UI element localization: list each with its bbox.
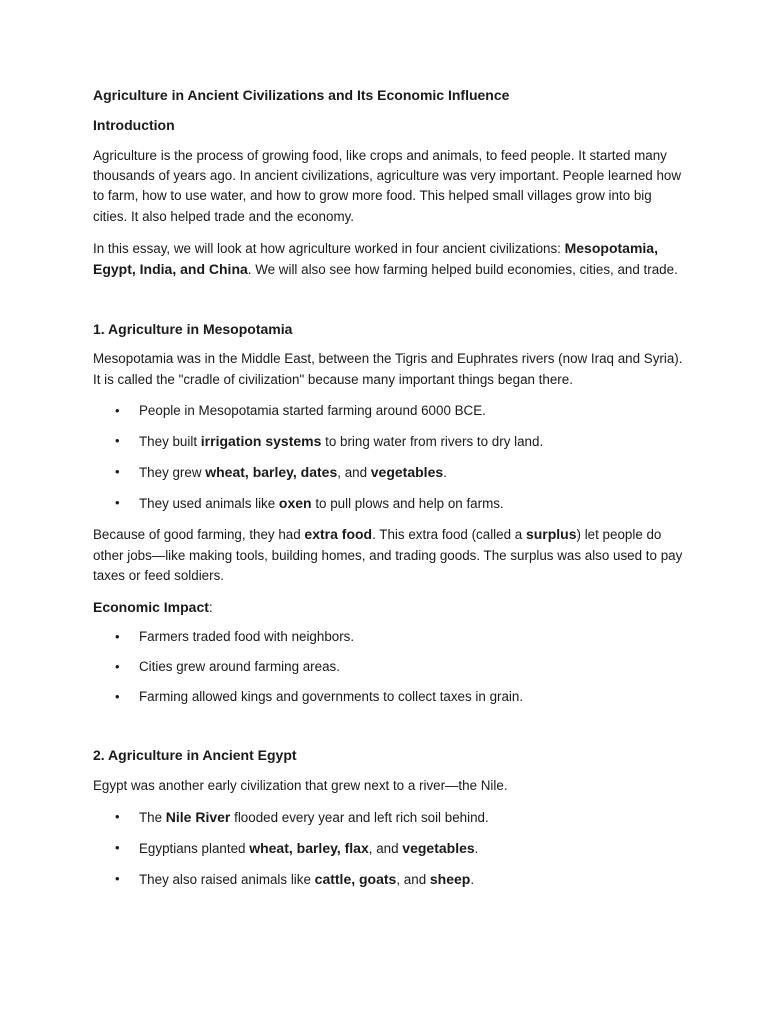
bold-term: sheep: [429, 870, 471, 887]
list-item: [93, 627, 683, 647]
bold-term: Nile River: [165, 808, 231, 825]
bullet-icon: •: [115, 463, 120, 479]
list-item: [93, 401, 683, 421]
list-item-text: Farmers traded food with neighbors.: [139, 628, 355, 644]
bullet-icon: •: [115, 402, 120, 418]
economic-impact-list: [93, 627, 683, 707]
bullet-icon: •: [115, 808, 120, 824]
intro-paragraph-2: [93, 238, 683, 281]
list-item: [93, 462, 683, 483]
text-run: . We will also see how farming helped build economies, cities, and trade.: [247, 262, 678, 278]
document-body: [93, 85, 683, 900]
text-run: flooded every year and left rich soil behind.: [230, 809, 489, 825]
bold-term: cattle, goats: [314, 870, 397, 887]
bullet-icon: •: [115, 839, 120, 855]
bullet-icon: •: [115, 870, 120, 886]
text-run: Egyptians planted: [139, 840, 250, 856]
section-heading-mesopotamia: 1. Agriculture in Mesopotamia: [93, 320, 293, 337]
economic-impact-heading: [93, 597, 683, 617]
text-run: , and: [396, 871, 430, 887]
list-item: [93, 869, 683, 890]
text-run: The: [139, 809, 166, 825]
section-heading-introduction: Introduction: [93, 117, 175, 133]
text-run: .: [443, 464, 447, 480]
text-run: to bring water from rivers to dry land.: [321, 433, 544, 449]
bullet-icon: •: [115, 688, 120, 704]
list-item-text: Farming allowed kings and governments to collect taxes in grain.: [139, 688, 524, 704]
bold-term: surplus: [525, 526, 577, 543]
bold-term: wheat, barley, flax: [249, 839, 369, 856]
text-run: :: [208, 598, 213, 615]
document-title: Agriculture in Ancient Civilizations and Its Economic Influence: [93, 87, 510, 103]
text-run: They built: [139, 433, 201, 449]
bold-term: irrigation systems: [200, 432, 322, 449]
mesopotamia-paragraph-1: Mesopotamia was in the Middle East, between the Tigris and Euphrates rivers (now Iraq and Syria). It is called the "cradle of civilization" because many important things began there.: [93, 351, 683, 387]
mesopotamia-bullet-list: [93, 401, 683, 514]
bullet-icon: •: [115, 628, 120, 644]
text-run: Because of good farming, they had: [93, 527, 305, 543]
list-item: [93, 807, 683, 828]
bold-term: extra food: [304, 526, 373, 543]
text-run: They also raised animals like: [139, 871, 315, 887]
bold-term: wheat, barley, dates: [205, 463, 338, 480]
text-run: In this essay, we will look at how agriculture worked in four ancient civilizations:: [93, 240, 565, 256]
mesopotamia-paragraph-2: [93, 524, 683, 586]
text-run: .: [474, 840, 479, 856]
text-run: ) let people do other jobs—like making tools, building homes, and trading goods. The surplus was also used to pay taxes or feed soldiers.: [93, 527, 683, 583]
list-item: [93, 838, 683, 859]
text-run: to pull plows and help on farms.: [311, 495, 504, 511]
bold-term: vegetables: [370, 463, 444, 480]
bullet-icon: •: [115, 658, 120, 674]
intro-paragraph-1: Agriculture is the process of growing food, like crops and animals, to feed people. It started many thousands of years ago. In ancient civilizations, agriculture was very important. People learned how to farm, how to use water, and how to grow more food. This helped small villages grow into big cities. It also helped trade and the economy.: [93, 147, 682, 224]
bullet-icon: •: [115, 432, 120, 448]
text-run: , and: [337, 464, 371, 480]
text-run: They grew: [139, 464, 206, 480]
list-item: [93, 493, 683, 514]
list-item: [93, 687, 683, 707]
section-gap: [93, 291, 683, 319]
text-run: They used animals like: [139, 495, 279, 511]
bold-civilizations: Mesopotamia, Egypt, India, and China: [93, 239, 658, 278]
list-item-text: People in Mesopotamia started farming around 6000 BCE.: [139, 402, 486, 418]
bold-term: oxen: [278, 494, 312, 511]
list-item: [93, 657, 683, 677]
bullet-icon: •: [115, 494, 120, 510]
text-run: , and: [368, 840, 403, 856]
list-item: [93, 431, 683, 452]
section-gap: [93, 717, 683, 745]
section-heading-egypt: 2. Agriculture in Ancient Egypt: [93, 747, 297, 764]
economic-impact-label: Economic Impact: [93, 598, 209, 615]
egypt-bullet-list: [93, 807, 683, 890]
bold-term: vegetables: [402, 839, 475, 856]
text-run: . This extra food (called a: [372, 527, 526, 543]
egypt-paragraph-1: Egypt was another early civilization that grew next to a river—the Nile.: [93, 777, 508, 793]
list-item-text: Cities grew around farming areas.: [139, 658, 340, 674]
text-run: .: [470, 871, 475, 887]
